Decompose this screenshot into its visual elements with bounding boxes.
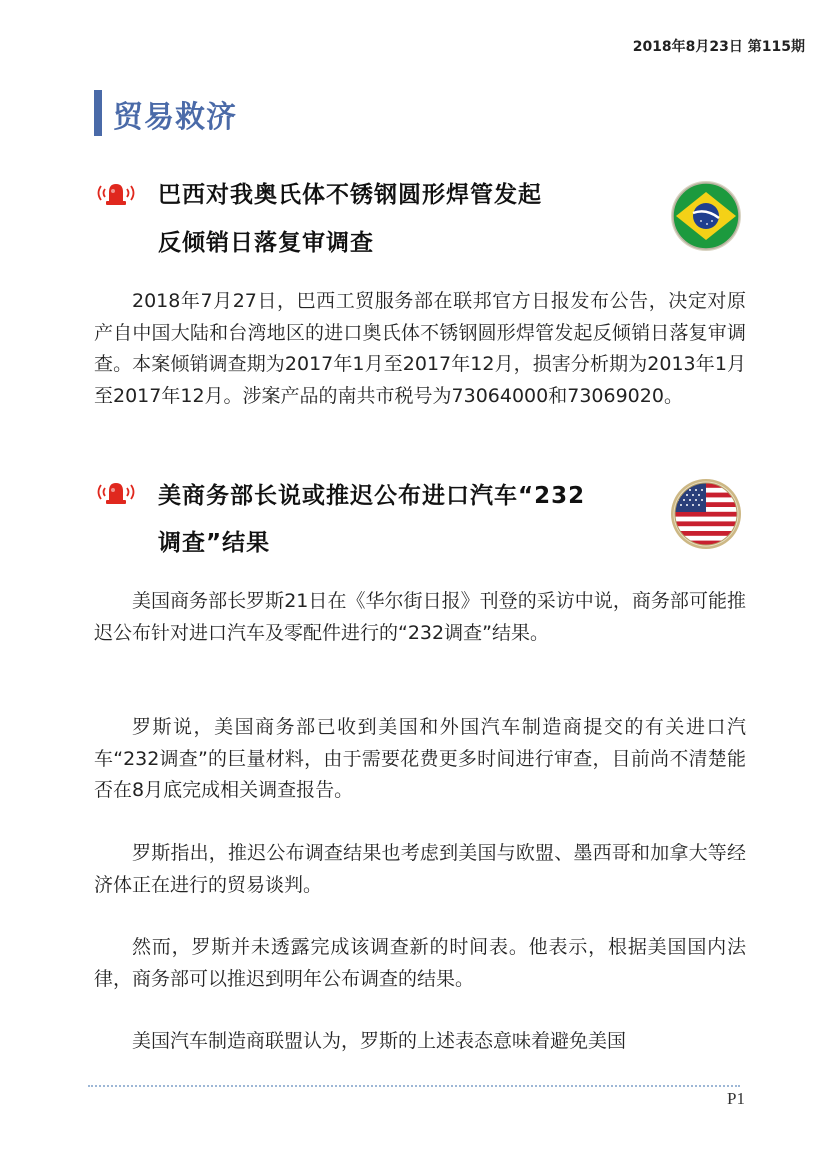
alarm-bell-icon (93, 479, 139, 507)
article-2-paragraph-3: 罗斯指出，推迟公布调查结果也考虑到美国与欧盟、墨西哥和加拿大等经济体正在进行的贸易谈判。 (94, 842, 746, 896)
article-2-paragraph-5: 美国汽车制造商联盟认为，罗斯的上述表态意味着避免美国 (132, 1030, 627, 1052)
article-1-headline-line1: 巴西对我奥氏体不锈钢圆形焊管发起 (158, 182, 542, 208)
alarm-bell-icon (93, 180, 139, 208)
footer-divider (88, 1085, 740, 1087)
section-accent-bar (94, 90, 102, 136)
section-title: 贸易救济 (113, 100, 237, 135)
usa-flag-icon (670, 478, 742, 550)
page-number: P1 (727, 1089, 745, 1108)
brazil-flag-icon (670, 180, 742, 252)
article-2-paragraph-1: 美国商务部长罗斯21日在《华尔街日报》刊登的采访中说，商务部可能推迟公布针对进口汽车及零配件进行的“232调查”结果。 (94, 590, 746, 644)
article-2-headline-line1: 美商务部长说或推迟公布进口汽车“232 (158, 483, 586, 509)
date-issue: 2018年8月23日 第115期 (632, 39, 805, 55)
article-2-paragraph-2: 罗斯说，美国商务部已收到美国和外国汽车制造商提交的有关进口汽车“232调查”的巨量材料，由于需要花费更多时间进行审查，目前尚不清楚能否在8月底完成相关调查报告。 (94, 716, 746, 801)
article-2-paragraph-4: 然而，罗斯并未透露完成该调查新的时间表。他表示，根据美国国内法律，商务部可以推迟到明年公布调查的结果。 (94, 936, 746, 990)
article-2-headline-line2: 调查”结果 (158, 530, 271, 556)
article-1-paragraph-1: 2018年7月27日，巴西工贸服务部在联邦官方日报发布公告，决定对原产自中国大陆和台湾地区的进口奥氏体不锈钢圆形焊管发起反倾销日落复审调查。本案倾销调查期为2017年1月至2017年12月，损害分析期为2013年1月至2017年12月。涉案产品的南共市税号为73064000和73069020。 (94, 290, 746, 407)
article-1-headline-line2: 反倾销日落复审调查 (158, 230, 374, 256)
